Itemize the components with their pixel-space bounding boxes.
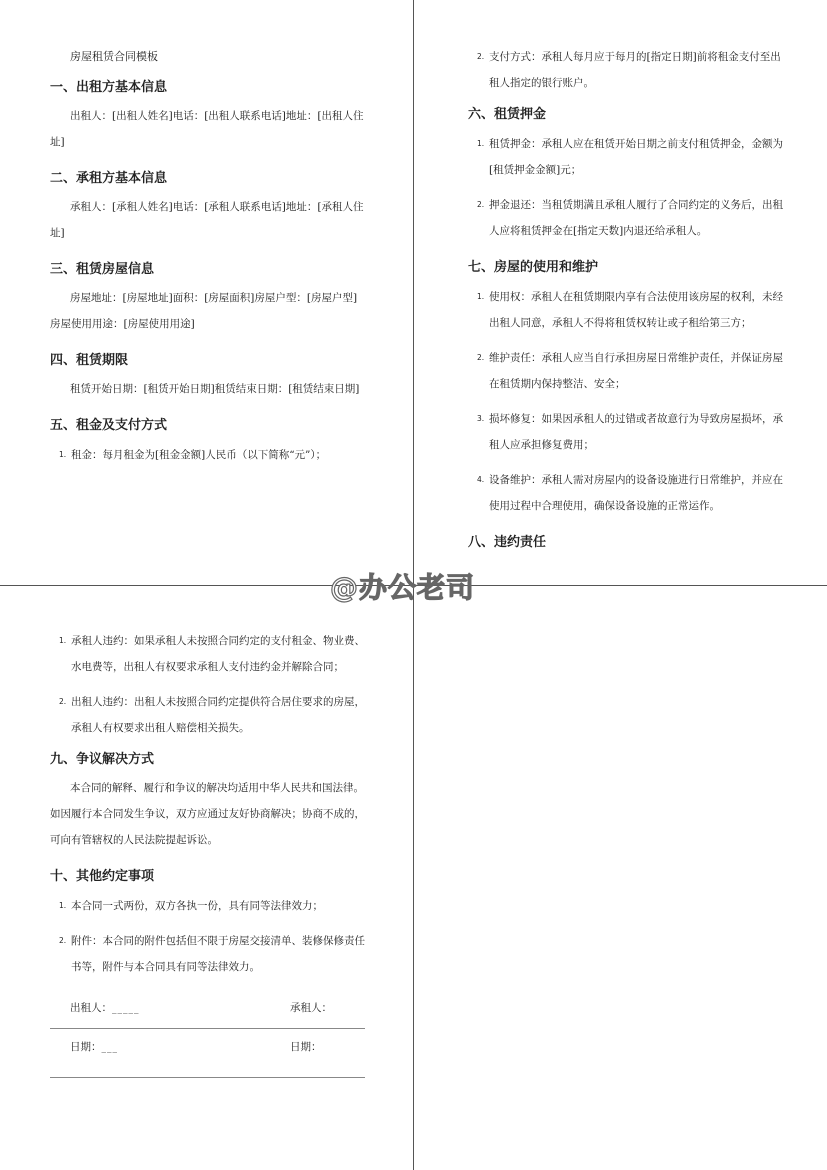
- list-number: 1.: [59, 636, 67, 645]
- lessee-label: 承租人：: [290, 1002, 332, 1014]
- list-text: 维护责任：承租人应当自行承担房屋日常维护责任，并保证房屋在租赁期内保持整洁、安全；: [489, 352, 783, 390]
- list-number: 1.: [59, 450, 67, 459]
- list-text: 出租人违约：出租人未按照合同约定提供符合居住要求的房屋，承租人有权要求出租人赔偿相关损失。: [71, 696, 365, 734]
- section-use-maintenance: [468, 258, 783, 519]
- list-text: 本合同一式两份，双方各执一份，具有同等法律效力；: [71, 900, 323, 912]
- section-property: [50, 260, 365, 337]
- section-text: 承租人：[承租人姓名]电话：[承租人联系电话]地址：[承租人住址]: [50, 201, 364, 239]
- section-heading: 五、租金及支付方式: [50, 418, 168, 433]
- section-lessee: [50, 169, 365, 246]
- section-dispute: [50, 750, 365, 853]
- list-item: [50, 689, 365, 741]
- date-blank: ___: [101, 1043, 118, 1053]
- list-item: [468, 345, 783, 397]
- list-number: 2.: [59, 936, 67, 945]
- page-2: [468, 44, 783, 567]
- list-number: 1.: [477, 292, 485, 301]
- date-rule: [50, 1077, 365, 1078]
- section-text: 租赁开始日期：[租赁开始日期]租赁结束日期：[租赁结束日期]: [70, 383, 360, 395]
- list-text: 租赁押金：承租人应在租赁开始日期之前支付租赁押金，金额为[租赁押金金额]元；: [489, 138, 783, 176]
- section-heading: 四、租赁期限: [50, 353, 129, 368]
- section-breach: [468, 533, 783, 553]
- lessor-label: 出租人：: [70, 1002, 112, 1014]
- list-number: 2.: [477, 353, 485, 362]
- list-text: 押金退还：当租赁期满且承租人履行了合同约定的义务后，出租人应将租赁押金在[指定天数]内退还给承租人。: [489, 199, 783, 237]
- list-number: 1.: [59, 901, 67, 910]
- list-item: [468, 44, 783, 96]
- section-heading: 三、租赁房屋信息: [50, 262, 155, 277]
- section-heading: 一、出租方基本信息: [50, 80, 168, 95]
- list-text: 附件：本合同的附件包括但不限于房屋交接清单、装修保修责任书等，附件与本合同具有同等法律效力。: [71, 935, 365, 973]
- document-title: 房屋租赁合同模板: [70, 50, 158, 63]
- section-heading: 八、违约责任: [468, 535, 547, 550]
- list-text: 承租人违约：如果承租人未按照合同约定的支付租金、物业费、水电费等，出租人有权要求承租人支付违约金并解除合同；: [71, 635, 365, 673]
- list-item: [468, 192, 783, 244]
- list-item: [468, 131, 783, 183]
- signature-block: [50, 994, 365, 1078]
- list-text: 设备维护：承租人需对房屋内的设备设施进行日常维护，并应在使用过程中合理使用，确保设备设施的正常运作。: [489, 474, 783, 512]
- list-number: 1.: [477, 139, 485, 148]
- list-text: 支付方式：承租人每月应于每月的[指定日期]前将租金支付至出租人指定的银行账户。: [489, 51, 781, 89]
- section-heading: 九、争议解决方式: [50, 752, 155, 767]
- section-lessor: [50, 78, 365, 155]
- list-item: [468, 406, 783, 458]
- watermark-logo: @办公老司: [330, 571, 476, 604]
- list-text: 使用权：承租人在租赁期限内享有合法使用该房屋的权利，未经出租人同意，承租人不得将租赁权转让或子租给第三方；: [489, 291, 783, 329]
- page-1: [50, 44, 365, 482]
- section-heading: 七、房屋的使用和维护: [468, 260, 599, 275]
- section-rent: [50, 416, 365, 468]
- list-text: 损坏修复：如果因承租人的过错或者故意行为导致房屋损坏，承租人应承担修复费用；: [489, 413, 783, 451]
- list-item: [50, 442, 365, 468]
- section-text: 本合同的解释、履行和争议的解决均适用中华人民共和国法律。如因履行本合同发生争议，双方应通过友好协商解决；协商不成的，可向有管辖权的人民法院提起诉讼。: [50, 782, 365, 846]
- lessor-blank: _____: [112, 1004, 140, 1014]
- section-term: [50, 351, 365, 402]
- section-heading: 二、承租方基本信息: [50, 171, 168, 186]
- list-text: 租金：每月租金为[租金金额]人民币（以下简称“元”）；: [71, 449, 327, 461]
- list-item: [468, 284, 783, 336]
- lessor-signature: [70, 994, 140, 1023]
- section-heading: 十、其他约定事项: [50, 869, 155, 884]
- list-number: 3.: [477, 414, 485, 423]
- list-item: [50, 628, 365, 680]
- lessee-date-label: 日期：: [290, 1041, 322, 1053]
- list-number: 2.: [477, 200, 485, 209]
- section-heading: 六、租赁押金: [468, 107, 547, 122]
- list-number: 2.: [59, 697, 67, 706]
- section-deposit: [468, 105, 783, 244]
- list-item: [468, 467, 783, 519]
- lessor-date: [70, 1033, 118, 1062]
- list-number: 4.: [477, 475, 485, 484]
- list-item: [50, 893, 365, 919]
- list-item: [50, 928, 365, 980]
- signature-rule: [50, 1028, 365, 1029]
- date-label: 日期：: [70, 1041, 102, 1053]
- page-3: [50, 628, 365, 1082]
- section-other: [50, 867, 365, 980]
- list-number: 2.: [477, 52, 485, 61]
- section-text: 出租人：[出租人姓名]电话：[出租人联系电话]地址：[出租人住址]: [50, 110, 364, 148]
- section-text: 房屋地址：[房屋地址]面积：[房屋面积]房屋户型：[房屋户型]房屋使用用途：[房屋使用用途]: [50, 292, 358, 330]
